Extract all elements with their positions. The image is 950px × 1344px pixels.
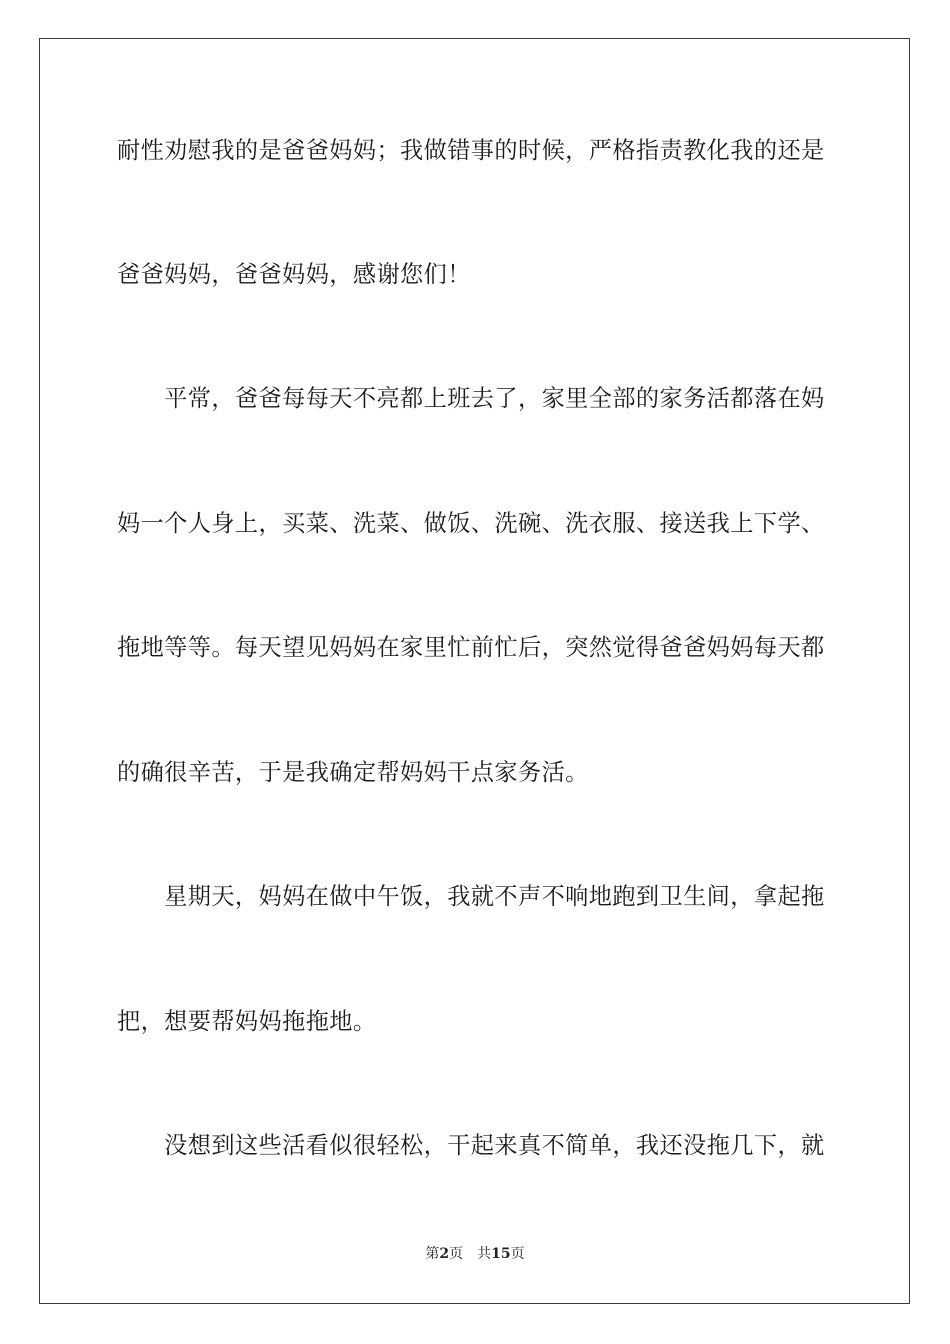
total-suffix: 页: [510, 1246, 525, 1262]
text-line-1: 耐性劝慰我的是爸爸妈妈；我做错事的时候，严格指责教化我的还是: [117, 137, 825, 164]
text-line-2: 爸爸妈妈，爸爸妈妈，感谢您们！: [117, 261, 471, 288]
text-line-3: 平常，爸爸每每天不亮都上班去了，家里全部的家务活都落在妈: [117, 385, 825, 412]
page-border: [39, 38, 910, 1304]
text-line-5: 拖地等等。每天望见妈妈在家里忙前忙后，突然觉得爸爸妈妈每天都: [117, 634, 825, 661]
text-line-4: 妈一个人身上，买菜、洗菜、做饭、洗碗、洗衣服、接送我上下学、: [117, 510, 825, 537]
page-suffix: 页: [449, 1246, 464, 1262]
text-line-7: 星期天，妈妈在做中午饭，我就不声不响地跑到卫生间，拿起拖: [117, 883, 825, 910]
total-page-count: 15: [491, 1246, 511, 1262]
page-prefix: 第: [425, 1246, 440, 1262]
page-footer: [0, 1244, 950, 1264]
text-line-6: 的确很辛苦，于是我确定帮妈妈干点家务活。: [117, 759, 589, 786]
current-page-number: 2: [439, 1246, 450, 1262]
text-line-9: 没想到这些活看似很轻松，干起来真不简单，我还没拖几下，就: [117, 1132, 825, 1159]
total-prefix: 共: [477, 1246, 492, 1262]
text-line-8: 把，想要帮妈妈拖拖地。: [117, 1008, 377, 1035]
